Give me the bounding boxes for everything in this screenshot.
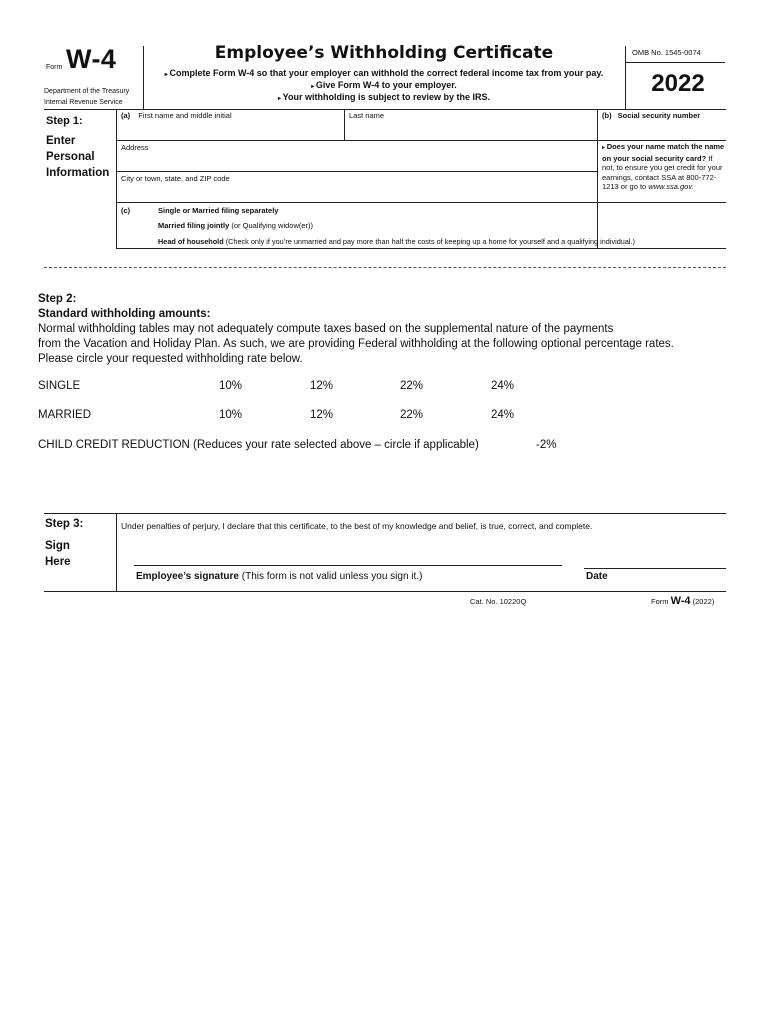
agency-name: Internal Revenue Service: [44, 99, 123, 106]
ssn-field[interactable]: [602, 111, 700, 120]
step3-bottom-rule: [44, 591, 726, 592]
rate-option[interactable]: 22%: [400, 409, 424, 421]
rate-row-label-married: MARRIED: [38, 409, 92, 421]
child-credit-option[interactable]: -2%: [536, 439, 557, 451]
step2-title: Standard withholding amounts:: [38, 308, 211, 320]
header-divider-left: [143, 46, 144, 110]
step2-body-2: from the Vacation and Holiday Plan. As such, we are providing Federal withholding at the following optional percentage rates.: [38, 338, 674, 350]
row-city-rule: [116, 202, 726, 203]
arrow-bullet-icon: ▸: [311, 84, 316, 90]
address-rule: [116, 171, 597, 172]
form-name: W-4: [66, 44, 117, 74]
issuer-block: [44, 86, 129, 108]
step3-left-border: [116, 513, 117, 591]
rate-option[interactable]: 10%: [219, 409, 243, 421]
instruction-2: ▸ Give Form W-4 to your employer.: [311, 80, 457, 90]
step1-bottom-rule: [116, 248, 726, 249]
date-caption: Date: [586, 571, 608, 582]
field-c-tag: (c): [121, 206, 131, 215]
instruction-3: ▸ Your withholding is subject to review by the IRS.: [277, 92, 491, 102]
step2-body-3: Please circle your requested withholding rate below.: [38, 353, 303, 365]
city-field[interactable]: [121, 174, 230, 183]
step1-left-border: [116, 109, 117, 249]
omb-number: OMB No. 1545-0074: [632, 48, 701, 57]
step3-top-rule: [44, 513, 726, 514]
city-label: City or town, state, and ZIP code: [121, 174, 230, 183]
date-line[interactable]: [584, 568, 726, 569]
arrow-bullet-icon: ▸: [602, 145, 607, 151]
name-divider: [344, 109, 345, 140]
filing-option-head-of-household[interactable]: Head of household (Check only if you’re unmarried and pay more than half the costs of keeping up a home for yourself and a qualifying individual.): [158, 237, 635, 246]
address-field[interactable]: [121, 143, 149, 152]
instruction-1: ▸ Complete Form W-4 so that your employer can withhold the correct federal income tax from your pay.: [164, 68, 604, 78]
filing-option-married[interactable]: Married filing jointly (or Qualifying widow(er)): [158, 221, 314, 230]
step1-title: Enter Personal Information: [46, 135, 110, 179]
rate-option[interactable]: 12%: [310, 409, 334, 421]
department-name: Department of the Treasury: [44, 88, 130, 95]
step2-body-1: Normal withholding tables may not adequately compute taxes based on the supplemental nature of the payments: [38, 323, 614, 335]
child-credit-label: CHILD CREDIT REDUCTION (Reduces your rate selected above – circle if applicable): [38, 439, 479, 451]
signature-caption: Employee’s signature (This form is not valid unless you sign it.): [136, 571, 423, 582]
step3-title: Sign Here: [45, 540, 71, 568]
header-divider-right: [625, 46, 626, 110]
signature-line[interactable]: [134, 565, 562, 566]
step2-block: [38, 292, 674, 367]
address-label: Address: [121, 143, 149, 152]
filing-option-single[interactable]: Single or Married filing separately: [158, 206, 279, 215]
rate-option[interactable]: 22%: [400, 380, 424, 392]
rate-option[interactable]: 24%: [491, 409, 515, 421]
form-label: Form: [46, 64, 63, 71]
ssa-link[interactable]: www.ssa.gov.: [648, 182, 694, 191]
step1-label: Step 1:: [46, 115, 83, 127]
field-b-tag: (b): [602, 111, 612, 120]
last-name-label: Last name: [349, 111, 385, 120]
catalog-number: Cat. No. 10220Q: [470, 597, 527, 606]
last-name-field[interactable]: [349, 111, 384, 120]
ssn-label: Social security number: [617, 111, 701, 120]
first-name-label: First name and middle initial: [138, 111, 232, 120]
rate-row-label-single: SINGLE: [38, 380, 81, 392]
page-title: Employee’s Withholding Certificate: [214, 43, 554, 63]
step1-top-rule: [44, 109, 726, 110]
rate-option[interactable]: 12%: [310, 380, 334, 392]
field-a-tag: (a): [121, 111, 131, 120]
tax-year: 2022: [651, 70, 705, 97]
arrow-bullet-icon: ▸: [164, 72, 170, 78]
dashed-separator: [44, 267, 726, 268]
rate-option[interactable]: 10%: [219, 380, 243, 392]
ssn-column-border: [597, 109, 598, 249]
step2-label: Step 2:: [38, 293, 77, 305]
perjury-declaration: Under penalties of perjury, I declare that this certificate, to the best of my knowledge and belief, is true, correct, and complete.: [121, 521, 593, 531]
rate-option[interactable]: 24%: [491, 380, 515, 392]
arrow-bullet-icon: ▸: [277, 96, 283, 102]
step3-label: Step 3:: [45, 518, 84, 530]
omb-divider: [626, 62, 725, 63]
footer-form-id: Form W-4 (2022): [651, 595, 715, 607]
row-a-rule: [116, 140, 726, 141]
ssn-note: ▸ Does your name match the name on your social security card? If not, to ensure you get credit for your earnings, contact SSA at 800-772-1213 or go to www.ssa.gov.: [602, 142, 725, 191]
first-name-field[interactable]: [121, 111, 232, 120]
